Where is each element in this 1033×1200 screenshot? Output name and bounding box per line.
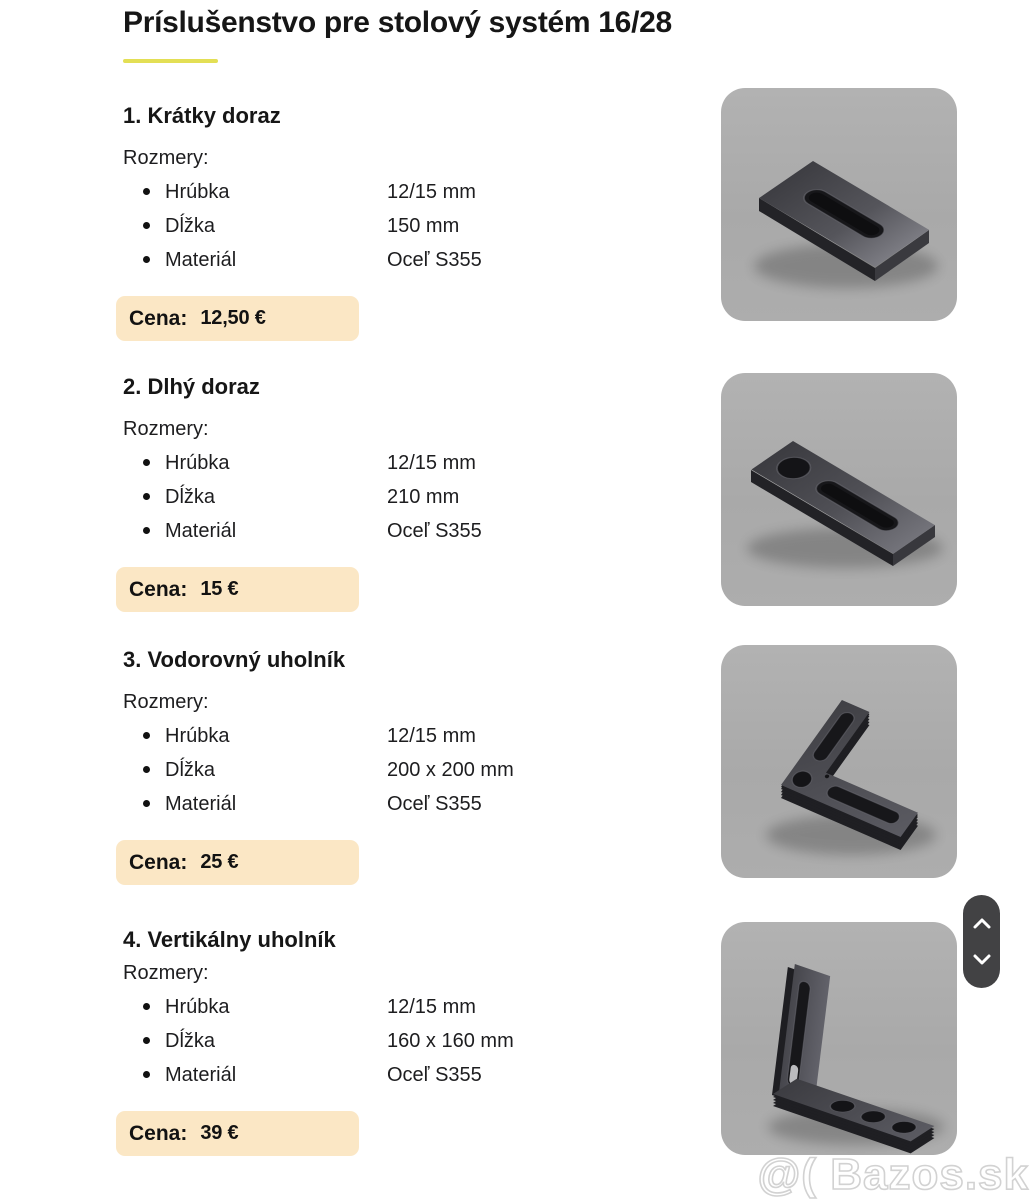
spec-row bbox=[123, 723, 723, 749]
chevron-down-icon bbox=[970, 952, 994, 968]
spec-label: Dĺžka bbox=[165, 1030, 216, 1052]
spec-label: Materiál bbox=[165, 520, 237, 542]
spec-label: Dĺžka bbox=[165, 759, 216, 781]
vertical-angle-bracket-render bbox=[721, 922, 957, 1155]
product-image-horizontal-angle[interactable] bbox=[721, 645, 957, 878]
bullet-icon bbox=[143, 766, 150, 773]
spec-value: Oceľ S355 bbox=[387, 1064, 482, 1086]
spec-value: 12/15 mm bbox=[387, 181, 476, 203]
spec-row bbox=[123, 1062, 723, 1088]
scroll-pill bbox=[963, 895, 1000, 988]
spec-value: Oceľ S355 bbox=[387, 249, 482, 271]
page-title: Príslušenstvo pre stolový systém 16/28 bbox=[123, 6, 672, 39]
bullet-icon bbox=[143, 1003, 150, 1010]
spec-value: Oceľ S355 bbox=[387, 793, 482, 815]
title-underline bbox=[123, 59, 218, 63]
price-label: Cena: bbox=[129, 1121, 188, 1145]
price-box bbox=[116, 296, 359, 341]
price-value: 39 € bbox=[200, 1122, 239, 1144]
spec-label: Materiál bbox=[165, 793, 237, 815]
dimensions-label: Rozmery: bbox=[123, 147, 209, 169]
spec-value: 200 x 200 mm bbox=[387, 759, 514, 781]
spec-label: Materiál bbox=[165, 249, 237, 271]
price-box bbox=[116, 567, 359, 612]
scroll-down-button[interactable] bbox=[967, 945, 997, 975]
product-heading: 2. Dlhý doraz bbox=[123, 374, 260, 399]
spec-row bbox=[123, 484, 723, 510]
long-stop-plate-render bbox=[721, 373, 957, 606]
product-section-2 bbox=[123, 374, 723, 612]
spec-row bbox=[123, 1028, 723, 1054]
spec-label: Dĺžka bbox=[165, 486, 216, 508]
product-heading: 1. Krátky doraz bbox=[123, 103, 281, 128]
spec-row bbox=[123, 994, 723, 1020]
price-value: 25 € bbox=[200, 851, 239, 873]
spec-label: Hrúbka bbox=[165, 725, 230, 747]
product-section-1 bbox=[123, 103, 723, 341]
product-image-short-stop[interactable] bbox=[721, 88, 957, 321]
scroll-up-button[interactable] bbox=[967, 908, 997, 938]
spec-label: Dĺžka bbox=[165, 215, 216, 237]
spec-row bbox=[123, 757, 723, 783]
price-value: 12,50 € bbox=[200, 307, 266, 329]
product-heading: 4. Vertikálny uholník bbox=[123, 927, 336, 952]
spec-value: 12/15 mm bbox=[387, 996, 476, 1018]
spec-row bbox=[123, 179, 723, 205]
bullet-icon bbox=[143, 459, 150, 466]
spec-value: 12/15 mm bbox=[387, 725, 476, 747]
spec-value: Oceľ S355 bbox=[387, 520, 482, 542]
price-label: Cena: bbox=[129, 850, 188, 874]
dimensions-label: Rozmery: bbox=[123, 962, 209, 984]
short-stop-plate-render bbox=[721, 88, 957, 321]
chevron-up-icon bbox=[970, 915, 994, 931]
spec-row bbox=[123, 213, 723, 239]
spec-row bbox=[123, 247, 723, 273]
bullet-icon bbox=[143, 1037, 150, 1044]
spec-value: 160 x 160 mm bbox=[387, 1030, 514, 1052]
price-value: 15 € bbox=[200, 578, 239, 600]
dimensions-label: Rozmery: bbox=[123, 418, 209, 440]
bullet-icon bbox=[143, 256, 150, 263]
spec-label: Materiál bbox=[165, 1064, 237, 1086]
bullet-icon bbox=[143, 527, 150, 534]
bullet-icon bbox=[143, 188, 150, 195]
spec-row bbox=[123, 518, 723, 544]
spec-label: Hrúbka bbox=[165, 452, 230, 474]
product-image-vertical-angle[interactable] bbox=[721, 922, 957, 1155]
horizontal-angle-bracket-render bbox=[721, 645, 957, 878]
spec-label: Hrúbka bbox=[165, 996, 230, 1018]
price-box bbox=[116, 1111, 359, 1156]
product-image-long-stop[interactable] bbox=[721, 373, 957, 606]
product-heading: 3. Vodorovný uholník bbox=[123, 647, 346, 672]
product-section-4 bbox=[123, 927, 723, 1156]
price-label: Cena: bbox=[129, 577, 188, 601]
price-label: Cena: bbox=[129, 306, 188, 330]
spec-row bbox=[123, 450, 723, 476]
watermark: @( Bazos.sk bbox=[757, 1150, 1029, 1199]
product-section-3 bbox=[123, 647, 723, 885]
spec-label: Hrúbka bbox=[165, 181, 230, 203]
spec-value: 12/15 mm bbox=[387, 452, 476, 474]
bullet-icon bbox=[143, 493, 150, 500]
bullet-icon bbox=[143, 800, 150, 807]
dimensions-label: Rozmery: bbox=[123, 691, 209, 713]
spec-value: 210 mm bbox=[387, 486, 460, 508]
bullet-icon bbox=[143, 222, 150, 229]
spec-value: 150 mm bbox=[387, 215, 460, 237]
spec-row bbox=[123, 791, 723, 817]
bullet-icon bbox=[143, 732, 150, 739]
bullet-icon bbox=[143, 1071, 150, 1078]
price-box bbox=[116, 840, 359, 885]
